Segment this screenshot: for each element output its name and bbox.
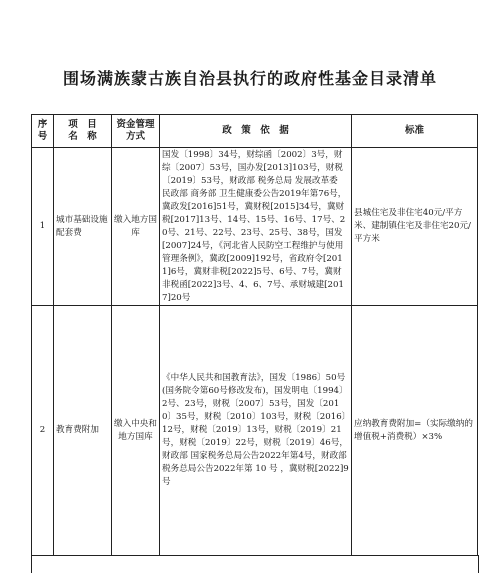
header-method-line2: 方式: [125, 131, 145, 142]
row-management-method: 缴入地方国库: [112, 148, 160, 306]
row-num: 2: [32, 306, 54, 556]
header-method: [112, 115, 160, 148]
table-header-row: [32, 115, 478, 148]
row-fund-name: 教育费附加: [54, 306, 112, 556]
header-standard: 标准: [352, 115, 478, 148]
row-standard: 应纳教育费附加=（实际缴纳的增值税+消费税）×3%: [352, 306, 478, 556]
row-standard: 县城住宅及非住宅40元/平方米、建制镇住宅及非住宅20元/平方米: [352, 148, 478, 306]
header-num: 序号: [32, 115, 54, 148]
header-name-line1: 项 目: [68, 119, 97, 130]
document-title: 围场满族蒙古族自治县执行的政府性基金目录清单: [62, 69, 437, 88]
row-num: 1: [32, 148, 54, 306]
fund-catalog-table: [31, 114, 478, 556]
table-row: [32, 306, 478, 556]
table-row: [32, 148, 478, 306]
table-continuation: [31, 555, 479, 573]
header-name-line2: 名 称: [68, 131, 97, 142]
header-basis: 政 策 依 据: [160, 115, 352, 148]
header-name: [54, 115, 112, 148]
row-fund-name: 城市基础设施配套费: [54, 148, 112, 306]
header-method-line1: 资金管理: [116, 119, 155, 130]
row-policy-basis: 国发〔1998〕34号，财综函〔2002〕3号，财综〔2007〕53号，国办发[2013]103号，财税〔2019〕53号，财政部 税务总局 发展改革委 民政部 商务部 卫生健康委公告2019年第76号，冀政发[2016]51号，冀财税[2015]34号，冀财税[2017]13号、14号、15号、16号、17号、20号、21号、22号、23号、25号、38号，国发[2007]24号，《河北省人民防空工程维护与使用管理条例》，冀政[2009]192号，省政府令[2011]6号，冀财非税[2022]5号、6号、7号，冀财非税函[2022]3号、4、6、7号、承财城建[2017]20号: [160, 148, 352, 306]
row-management-method: 缴入中央和地方国库: [112, 306, 160, 556]
row-policy-basis: 《中华人民共和国教育法》，国发〔1986〕50号(国务院令第60号修改发布)，国发明电〔1994〕2号、23号，财税〔2007〕53号，国发〔2010〕35号，财税〔2010〕103号，财税〔2016〕12号，财税〔2019〕13号，财税〔2019〕21号，财税〔2019〕22号，财税〔2019〕46号，财政部 国家税务总局公告2022年第4号，财政部 税务总局公告2022年第 10 号 ，冀财税[2022]9号: [160, 306, 352, 556]
